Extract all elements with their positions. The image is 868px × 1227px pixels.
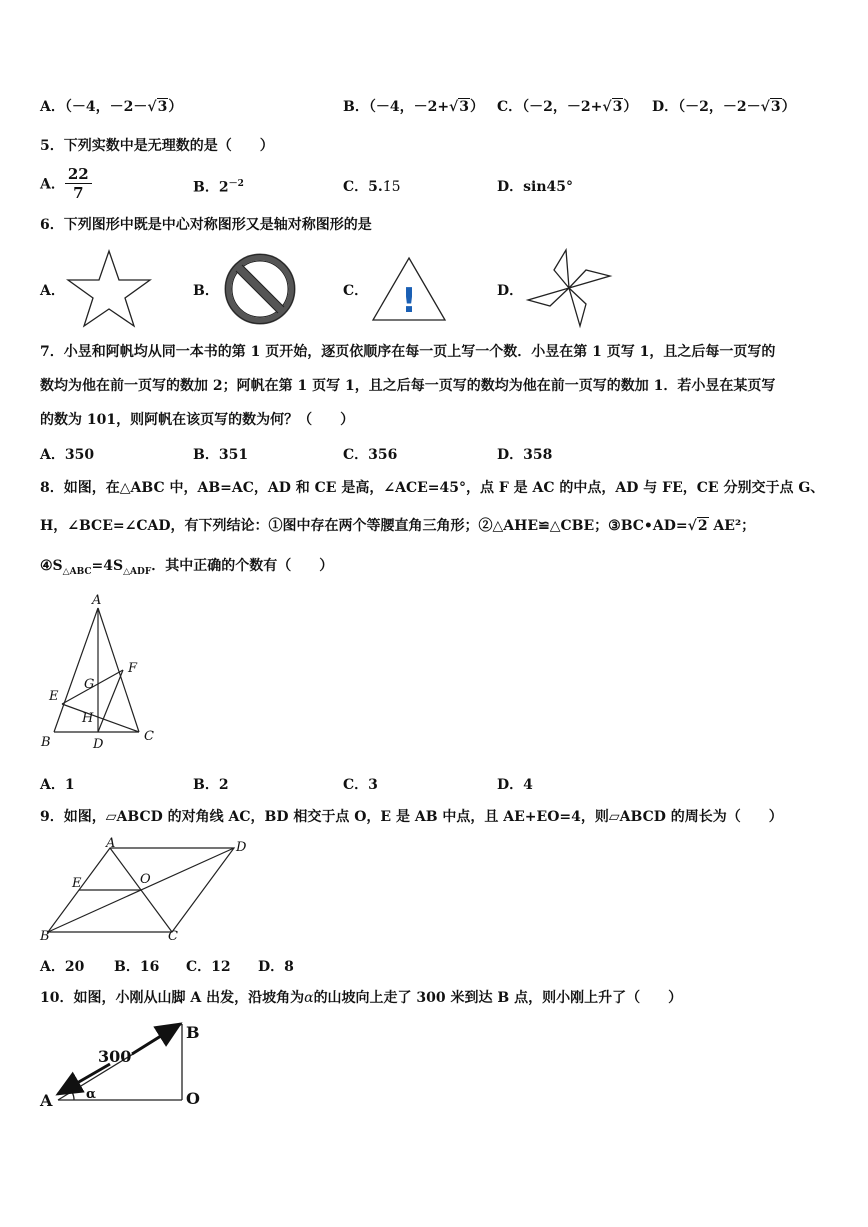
q8-stem-line-2 bbox=[40, 516, 755, 536]
fraction bbox=[65, 165, 92, 202]
q8-stem-line-3 bbox=[40, 556, 333, 582]
q4-option-d-radicand: 3 bbox=[770, 99, 781, 115]
q9-label-a: A bbox=[106, 836, 116, 851]
fraction-numerator: 22 bbox=[65, 165, 92, 184]
q8-label-g: G bbox=[84, 677, 95, 692]
q5-option-b-text: B．2 bbox=[193, 179, 229, 196]
q5-option-b bbox=[193, 176, 244, 197]
q7-option-d: D．358 bbox=[497, 447, 553, 463]
sqrt-symbol: √2 bbox=[687, 518, 708, 534]
q9-stem: 9．如图，▱ABCD 的对角线 AC，BD 相交于点 O，E 是 AB 中点，且 AE+EO=4，则▱ABCD 的周长为（ ） bbox=[40, 809, 783, 825]
q4-option-b-close: ） bbox=[470, 99, 484, 115]
q4-option-d bbox=[652, 96, 796, 116]
five-point-star-icon bbox=[66, 248, 152, 328]
q9-label-d: D bbox=[236, 840, 247, 855]
q4-option-a-radicand: 3 bbox=[157, 99, 168, 115]
q10-stem bbox=[40, 988, 682, 1008]
q8-line-2-text: H，∠BCE=∠CAD，有下列结论：①图中存在两个等腰直角三角形；②△AHE≌△CBE；③BC•AD= bbox=[40, 518, 688, 534]
q6-stem: 6．下列图形中既是中心对称图形又是轴对称图形的是 bbox=[40, 217, 372, 233]
fraction-denominator: 7 bbox=[73, 184, 84, 202]
q8-label-a: A bbox=[92, 593, 102, 608]
sqrt-symbol: √3 bbox=[760, 99, 781, 115]
q7-stem-line-3: 的数为 101，则阿帆在该页写的数为何？（ ） bbox=[40, 412, 355, 428]
q4-option-b-radicand: 3 bbox=[459, 99, 469, 115]
q5-stem: 5．下列实数中是无理数的是（ ） bbox=[40, 138, 274, 154]
q8-label-d: D bbox=[93, 737, 104, 752]
q7-stem-line-2: 数均为他在前一页写的数加 2；阿帆在第 1 页写 1，且之后每一页写的数均为他在前一页写的数加 1．若小昱在某页写 bbox=[40, 378, 776, 394]
q5-option-d: D．sin45° bbox=[497, 179, 574, 195]
q10-stem-start: 10．如图，小刚从山脚 A 出发，沿坡角为 bbox=[40, 990, 305, 1006]
q10-stem-end: 的山坡向上走了 300 米到达 B 点，则小刚上升了（ ） bbox=[313, 990, 683, 1006]
sqrt-symbol: √3 bbox=[602, 99, 623, 115]
q4-option-a-text: A．（－4，－2－ bbox=[40, 99, 148, 115]
warning-triangle-icon bbox=[371, 256, 447, 322]
q4-option-c-radicand: 3 bbox=[612, 99, 623, 115]
q5-option-c-repeating: 1̇5̇ bbox=[382, 179, 401, 195]
q10-alpha-symbol: α bbox=[304, 990, 314, 1006]
q8-line-3-mid: =4S bbox=[91, 558, 124, 574]
q4-option-a-close: ） bbox=[168, 99, 183, 115]
q8-label-c: C bbox=[144, 729, 154, 744]
q7-option-a: A．350 bbox=[40, 447, 95, 463]
q5-option-a-label: A． bbox=[40, 176, 65, 193]
q8-option-c: C．3 bbox=[343, 777, 378, 793]
warning-mark: ! bbox=[401, 281, 417, 321]
q4-option-b-text: B．（－4，－2+ bbox=[343, 99, 450, 115]
q6-option-d-label: D． bbox=[497, 283, 524, 299]
q9-option-d: D．8 bbox=[258, 959, 294, 975]
q8-area-subscript-abc: △ABC bbox=[62, 566, 92, 577]
pinwheel-icon bbox=[524, 248, 614, 328]
q6-option-a-label: A． bbox=[40, 283, 65, 299]
q8-label-b: B bbox=[41, 735, 51, 750]
q8-line-3-start: ④S bbox=[40, 558, 63, 574]
q9-label-e: E bbox=[72, 876, 82, 891]
q9-option-b: B．16 bbox=[114, 959, 160, 975]
q9-label-b: B bbox=[40, 929, 50, 944]
q5-option-c-text: C．5. bbox=[343, 179, 383, 195]
q7-option-c: C．356 bbox=[343, 447, 398, 463]
q8-label-f: F bbox=[128, 661, 138, 676]
q8-option-d: D．4 bbox=[497, 777, 533, 793]
q5-option-b-exponent: －2 bbox=[228, 179, 244, 189]
q4-option-d-text: D．（－2，－2－ bbox=[652, 99, 761, 115]
q6-option-c-label: C． bbox=[343, 283, 369, 299]
q4-option-b bbox=[343, 96, 484, 116]
q4-option-d-close: ） bbox=[781, 99, 796, 115]
q7-stem-line-1: 7．小昱和阿帆均从同一本书的第 1 页开始，逐页依顺序在每一页上写一个数．小昱在第 1 页写 1，且之后每一页写的 bbox=[40, 344, 776, 360]
q8-label-e: E bbox=[49, 689, 59, 704]
q4-option-a bbox=[40, 96, 182, 116]
q8-option-b: B．2 bbox=[193, 777, 229, 793]
q8-area-subscript-adf: △ADF bbox=[123, 566, 152, 577]
q10-label-b: B bbox=[186, 1023, 200, 1042]
q8-triangle-figure bbox=[38, 592, 163, 752]
q7-option-b: B．351 bbox=[193, 447, 249, 463]
q10-slope-figure bbox=[40, 1018, 220, 1110]
q8-label-h: H bbox=[82, 711, 94, 726]
q8-line-2-end: AE²； bbox=[708, 518, 756, 534]
q9-option-a: A．20 bbox=[40, 959, 85, 975]
q9-label-c: C bbox=[168, 929, 178, 944]
q5-option-c bbox=[343, 176, 401, 196]
q6-option-b-label: B． bbox=[193, 283, 219, 299]
q10-label-angle: α bbox=[86, 1087, 97, 1102]
q9-option-c: C．12 bbox=[186, 959, 231, 975]
q10-label-distance: 300 bbox=[98, 1047, 132, 1066]
q4-option-c bbox=[497, 96, 637, 116]
q10-label-o: O bbox=[186, 1089, 200, 1108]
prohibition-sign-icon bbox=[222, 251, 298, 327]
q4-option-c-text: C．（－2，－2+ bbox=[497, 99, 603, 115]
sqrt-symbol: √3 bbox=[147, 99, 168, 115]
q8-stem-line-1: 8．如图，在△ABC 中，AB=AC，AD 和 CE 是高，∠ACE=45°，点 F 是 AC 的中点，AD 与 FE，CE 分别交于点 G、 bbox=[40, 480, 825, 496]
q9-label-o: O bbox=[140, 872, 151, 887]
q8-line-3-end: ．其中正确的个数有（ ） bbox=[151, 558, 334, 574]
q8-line-2-radicand: 2 bbox=[697, 518, 708, 534]
q9-parallelogram-figure bbox=[38, 838, 253, 942]
q10-label-a: A bbox=[40, 1091, 53, 1110]
q4-option-c-close: ） bbox=[623, 99, 638, 115]
sqrt-symbol: √3 bbox=[449, 99, 469, 115]
q8-option-a: A．1 bbox=[40, 777, 75, 793]
q5-option-a bbox=[40, 165, 92, 202]
